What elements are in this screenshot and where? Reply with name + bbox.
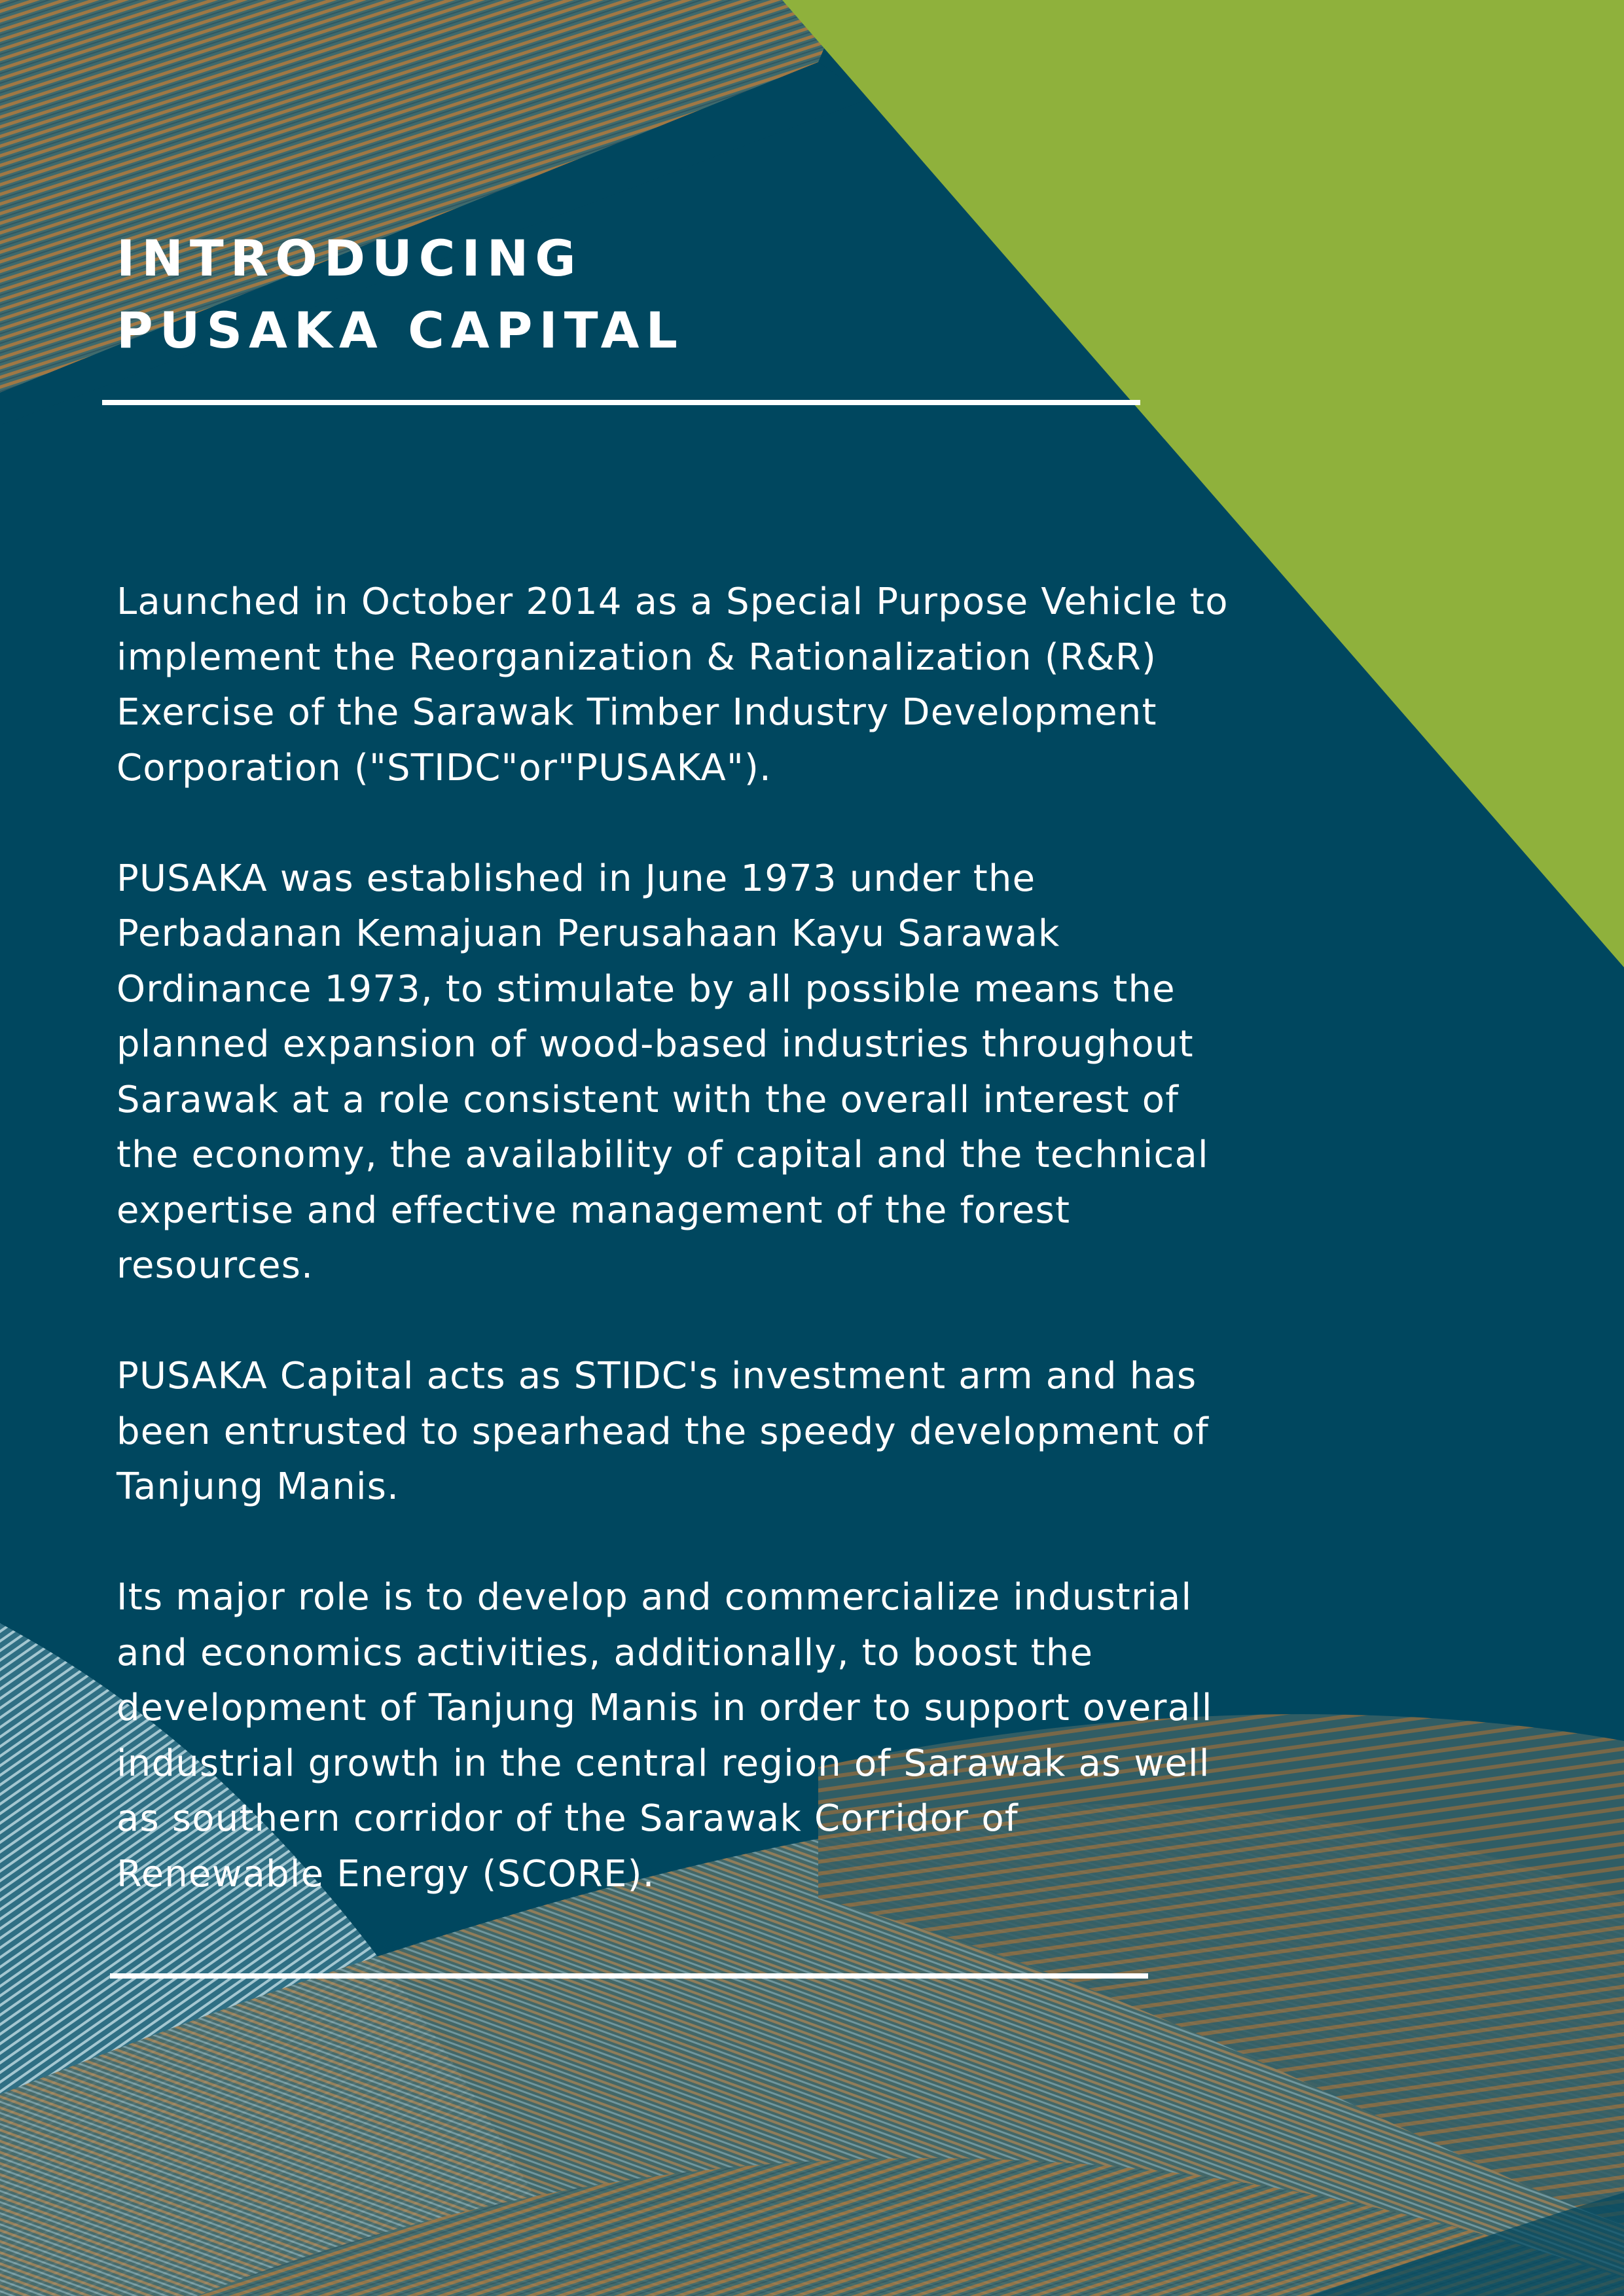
text-line: and economics activities, additionally, to boost the: [117, 1631, 1094, 1674]
text-line: PUSAKA Capital acts as STIDC's investment arm and has: [117, 1355, 1197, 1397]
text-line: Ordinance 1973, to stimulate by all possible means the: [117, 967, 1176, 1011]
title-line-1: INTRODUCING: [117, 229, 583, 287]
text-line: planned expansion of wood-based industries throughout: [117, 1023, 1194, 1066]
text-line: PUSAKA was established in June 1973 under the: [117, 857, 1036, 900]
text-line: been entrusted to spearhead the speedy development of: [117, 1410, 1209, 1453]
text-line: the economy, the availability of capital and the technical: [117, 1134, 1209, 1176]
text-line: Exercise of the Sarawak Timber Industry Development: [117, 691, 1157, 734]
text-line: Renewable Energy (SCORE).: [117, 1852, 655, 1895]
text-line: as southern corridor of the Sarawak Corridor of: [117, 1797, 1019, 1840]
text-line: Its major role is to develop and commercialize industrial: [117, 1576, 1193, 1619]
text-line: industrial growth in the central region of Sarawak as well: [117, 1742, 1210, 1785]
text-line: Tanjung Manis.: [117, 1465, 400, 1508]
divider-bottom: [110, 1973, 1148, 1979]
paragraph-4: [117, 1570, 1282, 1902]
title-line-2: PUSAKA CAPITAL: [117, 301, 684, 359]
text-line: Corporation ("STIDC"or"PUSAKA").: [117, 746, 772, 789]
text-line: implement the Reorganization & Rationalization (R&R): [117, 636, 1157, 679]
text-line: expertise and effective management of the forest: [117, 1189, 1071, 1232]
text-line: resources.: [117, 1244, 314, 1287]
text-line: Perbadanan Kemajuan Perusahaan Kayu Sarawak: [117, 912, 1060, 955]
paragraph-2: [117, 852, 1282, 1294]
page-title: [117, 223, 684, 367]
divider-top: [102, 400, 1140, 405]
text-line: Sarawak at a role consistent with the overall interest of: [117, 1078, 1180, 1121]
body-text: [117, 575, 1282, 1902]
text-line: development of Tanjung Manis in order to support overall: [117, 1687, 1213, 1729]
paragraph-1: [117, 575, 1282, 796]
paragraph-3: [117, 1349, 1282, 1515]
text-line: Launched in October 2014 as a Special Purpose Vehicle to: [117, 581, 1229, 623]
